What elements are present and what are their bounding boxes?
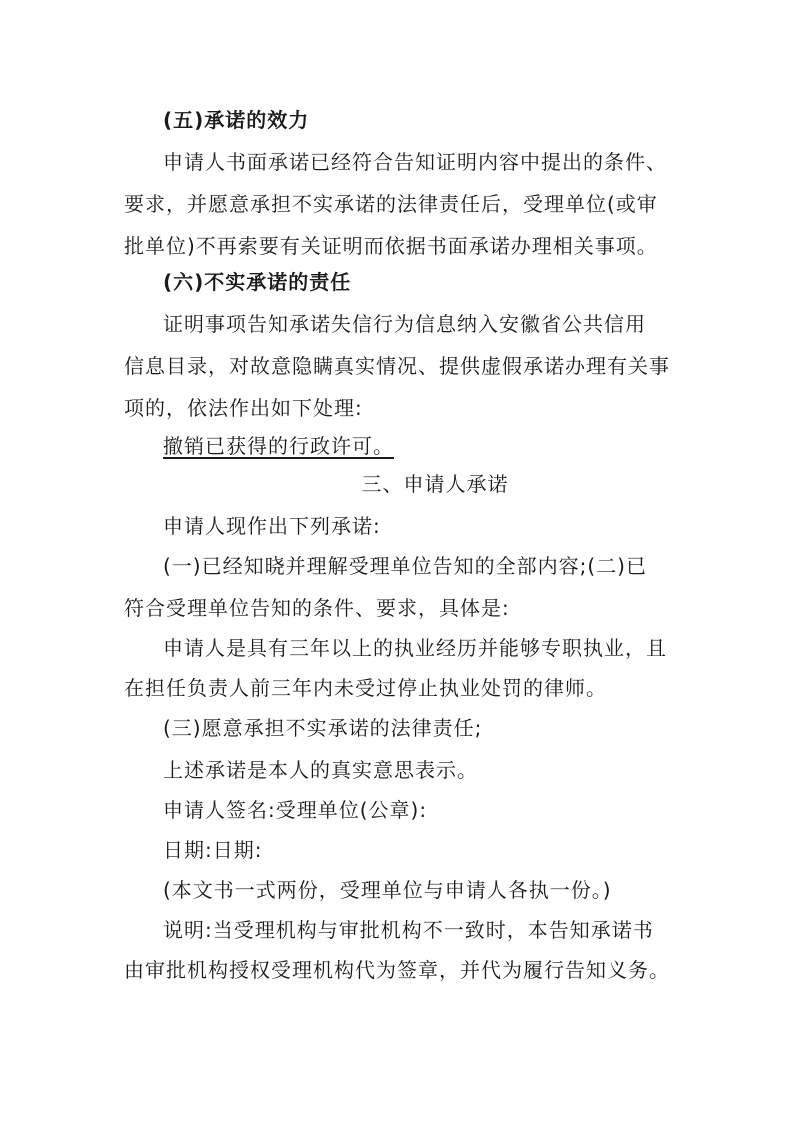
intro-text: 申请人现作出下列承诺:	[163, 514, 381, 538]
paragraph-line: 说明:当受理机构与审批机构不一致时，本告知承诺书	[163, 918, 654, 942]
paragraph-line: 申请人书面承诺已经符合告知证明内容中提出的条件、	[163, 150, 667, 174]
paragraph-line: 证明事项告知承诺失信行为信息纳入安徽省公共信用	[163, 312, 646, 336]
paragraph-line: 批单位)不再索要有关证明而依据书面承诺办理相关事项。	[124, 234, 658, 258]
penalty-text: 撤销已获得的行政许可。	[163, 434, 394, 458]
statement-text: 上述承诺是本人的真实意思表示。	[163, 758, 478, 782]
heading-false-commitment-liability: (六)不实承诺的责任	[163, 270, 352, 294]
paragraph-line: 符合受理单位告知的条件、要求，具体是:	[124, 596, 510, 620]
date-line: 日期:日期:	[163, 838, 263, 862]
item-3-text: (三)愿意承担不实承诺的法律责任;	[163, 716, 483, 740]
copies-note: (本文书一式两份，受理单位与申请人各执一份。)	[163, 878, 612, 902]
paragraph-line: (一)已经知晓并理解受理单位告知的全部内容;(二)已	[163, 554, 647, 578]
section-title-applicant-commitment: 三、申请人承诺	[361, 472, 509, 496]
paragraph-line: 在担任负责人前三年内未受过停止执业处罚的律师。	[124, 676, 607, 700]
signature-line: 申请人签名:受理单位(公章):	[163, 798, 428, 822]
paragraph-line: 信息目录，对故意隐瞒真实情况、提供虚假承诺办理有关事	[124, 354, 670, 378]
paragraph-line: 申请人是具有三年以上的执业经历并能够专职执业，且	[163, 636, 667, 660]
paragraph-line: 要求，并愿意承担不实承诺的法律责任后，受理单位(或审	[124, 192, 658, 216]
paragraph-line: 项的，依法作出如下处理:	[124, 396, 363, 420]
heading-commitment-effect: (五)承诺的效力	[163, 108, 310, 132]
paragraph-line: 由审批机构授权受理机构代为签章，并代为履行告知义务。	[124, 958, 670, 982]
